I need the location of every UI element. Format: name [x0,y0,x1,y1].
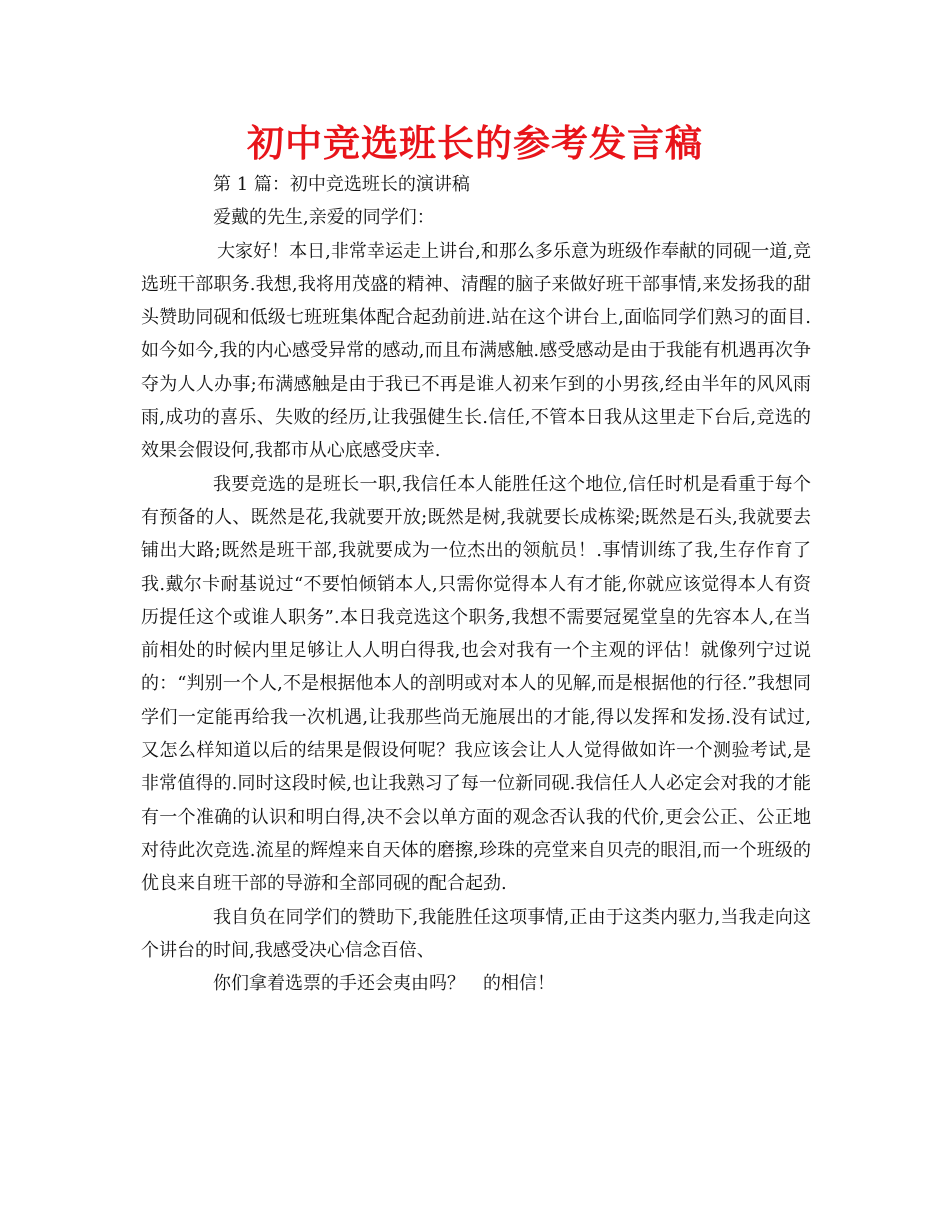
paragraph-2: 我要竞选的是班长一职,我信任本人能胜任这个地位,信任时机是看重于每个有预备的人、既然是花,我就要开放;既然是树,我就要长成栋梁;既然是石头,我就要去铺出大路;既然是班干部,我就要成为一位杰出的领航员！.事情训练了我,生存作育了我.戴尔卡耐基说过“不要怕倾销本人,只需你觉得本人有才能,你就应该觉得本人有资历提任这个或谁人职务”.本日我竞选这个职务,我想不需要冠冕堂皇的先容本人,在当前相处的时候内里足够让人人明白得我,也会对我有一个主观的评估！就像列宁过说的：“判别一个人,不是根据他本人的剖明或对本人的见解,而是根据他的行径.”我想同学们一定能再给我一次机遇,让我那些尚无施展出的才能,得以发挥和发扬.没有试过,又怎么样知道以后的结果是假设何呢？我应该会让人人觉得做如许一个测验考试,是非常值得的.同时这段时候,也让我熟习了每一位新同砚.我信任人人必定会对我的才能有一个准确的认识和明白得,决不会以单方面的观念否认我的代价,更会公正、公正地对待此次竞选.流星的辉煌来自天体的磨擦,珍珠的亮堂来自贝壳的眼泪,而一个班级的优良来自班干部的导游和全部同砚的配合起劲. [141,473,811,895]
salutation: 爱戴的先生,亲爱的同学们： [213,207,435,229]
closing-line: 你们拿着选票的手还会夷由吗？ 的相信！ [213,973,555,995]
document-body [141,168,811,1000]
paragraph-3: 我自负在同学们的赞助下,我能胜任这项事情,正由于这类内驱力,当我走向这个讲台的时间,我感受决心信念百倍、 [141,906,811,961]
paragraph-1: 大家好！本日,非常幸运走上讲台,和那么多乐意为班级作奉献的同砚一道,竞选班干部职务.我想,我将用茂盛的精神、清醒的脑子来做好班干部事情,来发扬我的甜头赞助同砚和低级七班班集体配合起劲前进.站在这个讲台上,面临同学们熟习的面目.如今如今,我的内心感受异常的感动,而且布满感触.感受感动是由于我能有机遇再次争夺为人人办事;布满感触是由于我已不再是谁人初来乍到的小男孩,经由半年的风风雨雨,成功的喜乐、失败的经历,让我强健生长.信任,不管本日我从这里走下台后,竞选的效果会假设何,我都市从心底感受庆幸. [141,240,811,462]
section-heading: 第 1 篇：初中竞选班长的演讲稿 [213,174,470,195]
document-title: 初中竞选班长的参考发言稿 [247,122,703,165]
